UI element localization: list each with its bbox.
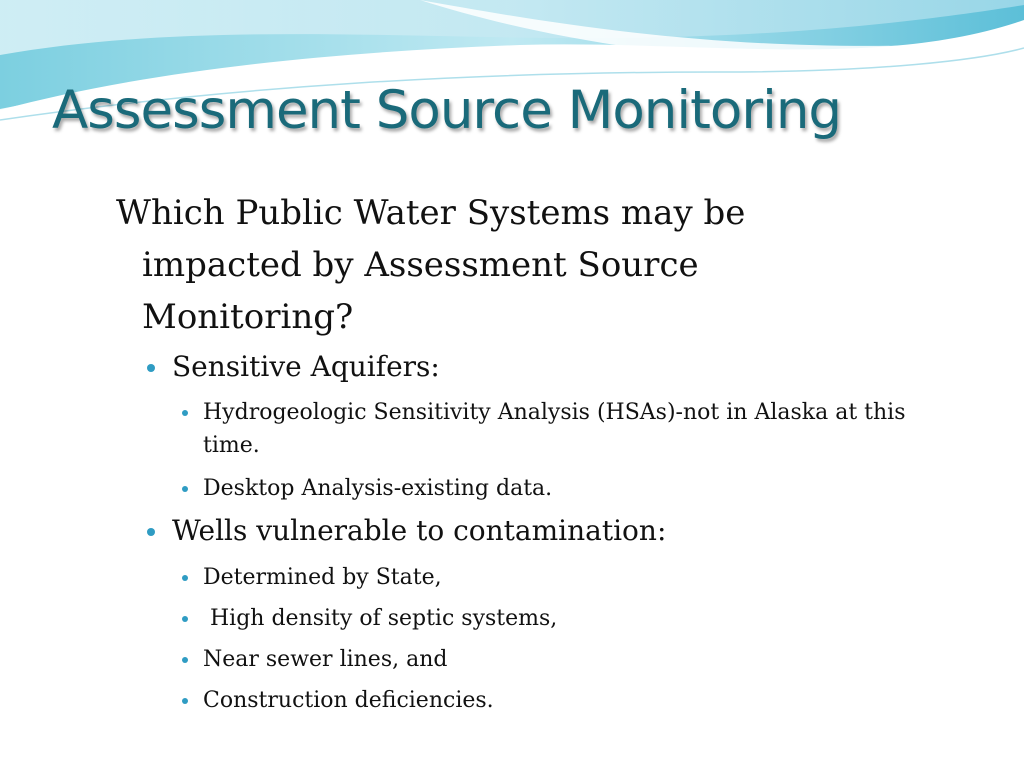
subbullet-hsa: Hydrogeologic Sensitivity Analysis (HSAs)-not in Alaska at this time.: [203, 396, 943, 462]
subbullet-sewer-lines: Near sewer lines, and: [203, 643, 943, 676]
subbullet-determined-by-state: Determined by State,: [203, 561, 943, 594]
lead-question-rest: impacted by Assessment Source Monitoring?: [142, 245, 699, 337]
bullet-wells-vulnerable: Wells vulnerable to contamination:: [172, 514, 667, 547]
subbullet-septic-density: High density of septic systems,: [203, 602, 943, 635]
slide-title: Assessment Source Monitoring: [52, 80, 842, 141]
subbullet-construction-deficiencies: Construction deficiencies.: [203, 684, 943, 717]
lead-question: [116, 187, 842, 343]
bullet-sensitive-aquifers: Sensitive Aquifers:: [172, 350, 440, 383]
lead-question-line1: Which Public Water Systems may be: [116, 193, 746, 233]
subbullet-desktop-analysis: Desktop Analysis-existing data.: [203, 472, 943, 505]
